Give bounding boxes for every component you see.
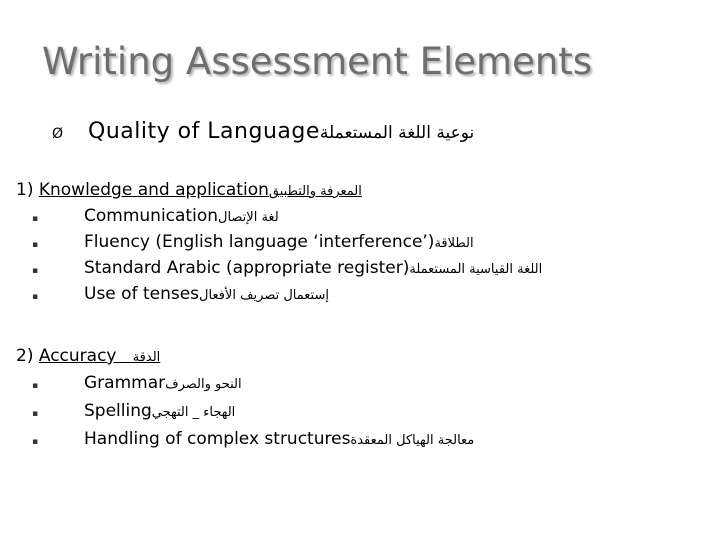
section-heading-arabic: الدقة bbox=[132, 350, 161, 365]
item-arabic: الهجاء _ التهجي bbox=[151, 405, 236, 420]
item-english: Standard Arabic (appropriate register) bbox=[84, 258, 410, 278]
section-heading-arabic: المعرفة والتطبيق bbox=[268, 184, 362, 199]
slide-title: Writing Assessment Elements bbox=[42, 40, 593, 83]
subtitle-line bbox=[52, 119, 474, 144]
section-number: 1) bbox=[16, 180, 34, 200]
item-english: Communication bbox=[84, 206, 218, 226]
square-bullet-icon: ▪ bbox=[32, 437, 39, 447]
list-item bbox=[32, 429, 474, 449]
list-item bbox=[32, 258, 542, 278]
square-bullet-icon: ▪ bbox=[32, 240, 39, 250]
item-english: Use of tenses bbox=[84, 284, 200, 304]
section-heading-english: Knowledge and application bbox=[38, 180, 269, 200]
item-english: Fluency (English language ‘interference’) bbox=[84, 232, 435, 252]
list-item bbox=[32, 232, 474, 252]
square-bullet-icon: ▪ bbox=[32, 214, 39, 224]
section-number: 2) bbox=[16, 346, 34, 366]
item-arabic: الطلاقة bbox=[434, 236, 474, 251]
item-english: Spelling bbox=[84, 401, 152, 421]
arrow-bullet-icon: Ø bbox=[52, 126, 64, 142]
subtitle-arabic: نوعية اللغة المستعملة bbox=[319, 123, 475, 143]
list-item bbox=[32, 206, 279, 226]
section-heading-knowledge bbox=[16, 180, 362, 200]
item-arabic: إستعمال تصريف الأفعال bbox=[199, 288, 329, 303]
item-english: Handling of complex structures bbox=[84, 429, 351, 449]
item-arabic: النحو والصرف bbox=[165, 377, 242, 392]
item-arabic: اللغة القياسية المستعملة bbox=[409, 262, 543, 277]
item-arabic: لغة الإتصال bbox=[218, 210, 279, 225]
item-arabic: معالجة الهياكل المعقدة bbox=[350, 433, 475, 448]
item-english: Grammar bbox=[84, 373, 166, 393]
square-bullet-icon: ▪ bbox=[32, 409, 39, 419]
section-heading-english: Accuracy bbox=[38, 346, 117, 366]
subtitle-english: Quality of Language bbox=[88, 119, 320, 144]
square-bullet-icon: ▪ bbox=[32, 292, 39, 302]
list-item bbox=[32, 284, 329, 304]
square-bullet-icon: ▪ bbox=[32, 381, 39, 391]
section-heading-accuracy bbox=[16, 346, 160, 366]
list-item bbox=[32, 373, 242, 393]
list-item bbox=[32, 401, 235, 421]
square-bullet-icon: ▪ bbox=[32, 266, 39, 276]
